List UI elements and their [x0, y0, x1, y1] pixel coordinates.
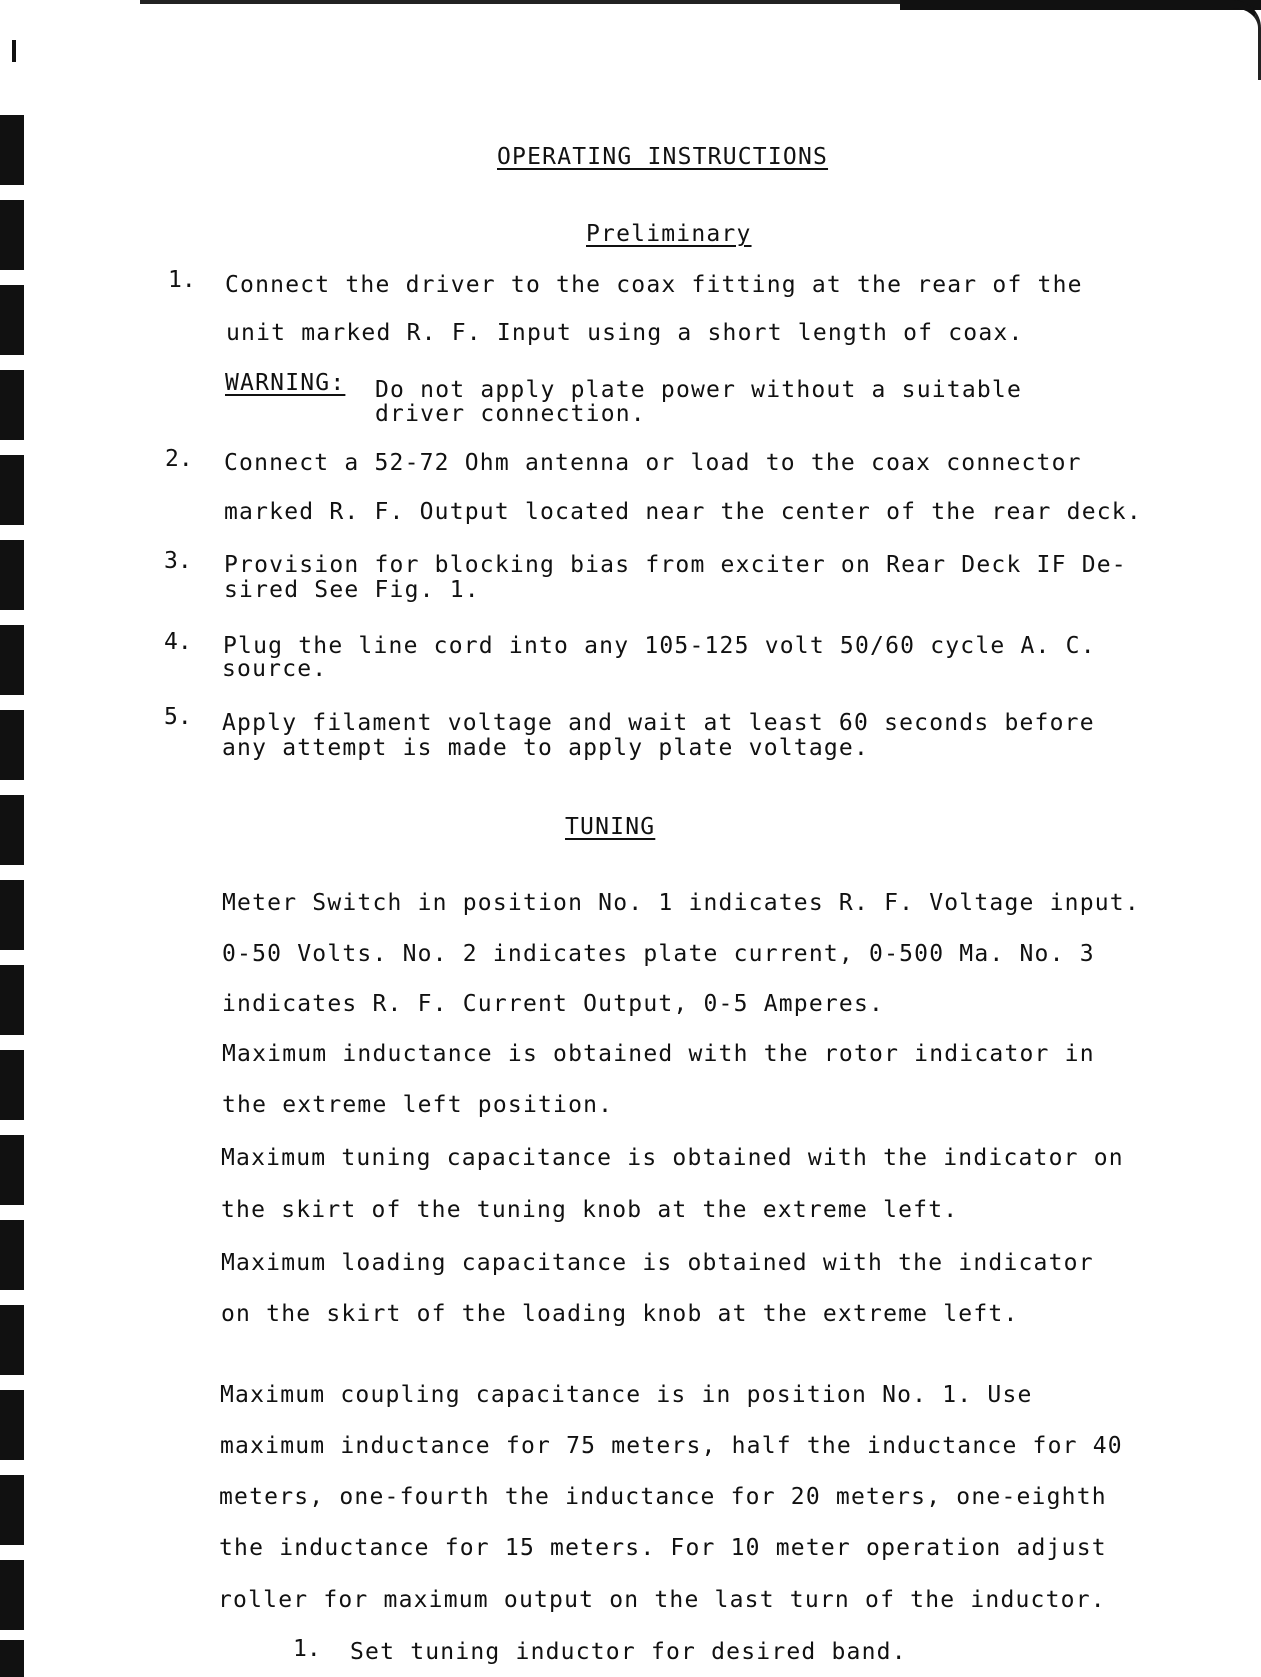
warning-line: driver connection.	[375, 401, 646, 427]
step-line: unit marked R. F. Input using a short length of coax.	[226, 320, 1024, 346]
warning-line: Do not apply plate power without a suitable	[375, 377, 1023, 403]
tuning-line: indicates R. F. Current Output, 0-5 Amperes.	[222, 991, 885, 1017]
tuning-line: meters, one-fourth the inductance for 20 meters, one-eighth	[219, 1484, 1107, 1510]
tuning-line: Meter Switch in position No. 1 indicates R. F. Voltage input.	[222, 890, 1140, 916]
scan-top-edge-dark	[900, 0, 1261, 10]
warning-label: WARNING:	[225, 370, 346, 396]
tuning-line: Maximum inductance is obtained with the rotor indicator in	[222, 1041, 1095, 1067]
tuning-line: on the skirt of the loading knob at the extreme left.	[221, 1301, 1019, 1327]
step-line: sired See Fig. 1.	[224, 577, 480, 603]
step-number: 3.	[164, 548, 192, 574]
step-line: Apply filament voltage and wait at least 60 seconds before	[222, 710, 1095, 736]
step-line: Plug the line cord into any 105-125 volt 50/60 cycle A. C.	[223, 633, 1096, 659]
tuning-line: Maximum tuning capacitance is obtained with the indicator on	[221, 1145, 1124, 1171]
tuning-line: the extreme left position.	[222, 1092, 614, 1118]
tuning-line: Maximum loading capacitance is obtained with the indicator	[221, 1250, 1094, 1276]
step-line: Set tuning inductor for desired band.	[350, 1639, 907, 1665]
page-title: OPERATING INSTRUCTIONS	[497, 144, 829, 170]
step-line: Connect a 52-72 Ohm antenna or load to the coax connector	[224, 450, 1082, 476]
tuning-line: maximum inductance for 75 meters, half the inductance for 40	[220, 1433, 1123, 1459]
step-number: 1.	[168, 267, 196, 293]
tuning-line: roller for maximum output on the last turn of the inductor.	[218, 1587, 1106, 1613]
step-line: any attempt is made to apply plate voltage.	[222, 735, 870, 761]
section-heading-preliminary: Preliminary	[586, 221, 752, 247]
section-heading-tuning: TUNING	[565, 814, 656, 840]
step-number: 4.	[164, 629, 192, 655]
tuning-line: Maximum coupling capacitance is in position No. 1. Use	[220, 1382, 1033, 1408]
tuning-line: the inductance for 15 meters. For 10 meter operation adjust	[219, 1535, 1107, 1561]
tuning-line: 0-50 Volts. No. 2 indicates plate current, 0-500 Ma. No. 3	[222, 941, 1095, 967]
tuning-line: the skirt of the tuning knob at the extreme left.	[221, 1197, 959, 1223]
step-number: 2.	[165, 446, 193, 472]
step-number: 5.	[164, 704, 192, 730]
step-line: Provision for blocking bias from exciter on Rear Deck IF De-	[224, 552, 1127, 578]
scan-corner-curl	[1233, 0, 1261, 80]
step-number: 1.	[293, 1636, 321, 1662]
step-line: source.	[222, 656, 328, 682]
step-line: marked R. F. Output located near the center of the rear deck.	[224, 499, 1142, 525]
step-line: Connect the driver to the coax fitting at the rear of the	[225, 272, 1083, 298]
